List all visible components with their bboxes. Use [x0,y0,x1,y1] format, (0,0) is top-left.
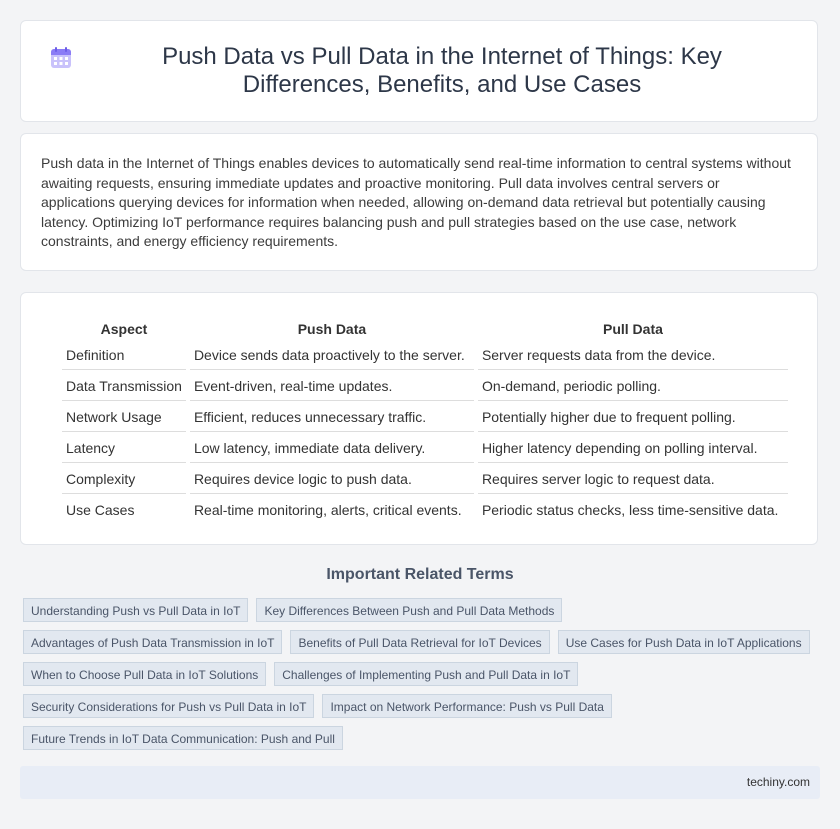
related-term-tag[interactable]: Advantages of Push Data Transmission in IoT [23,630,282,654]
table-cell: Potentially higher due to frequent polling. [478,403,788,432]
table-row [62,434,788,463]
related-term-tag[interactable]: Future Trends in IoT Data Communication: Push and Pull [23,726,343,750]
title-card [20,20,818,122]
footer [20,766,820,799]
related-terms-title: Important Related Terms [326,566,514,583]
intro-paragraph: Push data in the Internet of Things enables devices to automatically send real-time information to central systems without awaiting requests, ensuring immediate updates and proactive monitoring. Pull data involves central servers or applications querying devices for information when needed, allowing on-demand data retrieval but potentially causing latency. Optimizing IoT performance requires balancing push and pull strategies based on the use case, network constraints, and energy efficiency requirements. [41,155,791,249]
table-cell: Latency [62,434,186,463]
table-cell: Definition [62,341,186,370]
table-cell: Efficient, reduces unnecessary traffic. [190,403,474,432]
related-term-tag[interactable]: Use Cases for Push Data in IoT Applications [558,630,810,654]
related-term-tag[interactable]: Key Differences Between Push and Pull Data Methods [256,598,562,622]
calendar-icon [49,46,73,70]
table-cell: Event-driven, real-time updates. [190,372,474,401]
header-pull-data: Pull Data [602,321,663,337]
related-term-tag[interactable]: Impact on Network Performance: Push vs Pull Data [322,694,611,718]
title-wrap [49,43,789,99]
related-term-tag[interactable]: Security Considerations for Push vs Pull Data in IoT [23,694,314,718]
related-term-tag[interactable]: Understanding Push vs Pull Data in IoT [23,598,248,622]
table-row [62,465,788,494]
table-cell: Real-time monitoring, alerts, critical events. [193,502,462,518]
table-row [62,372,788,401]
table-cell: Server requests data from the device. [478,341,788,370]
header-push-data: Push Data [297,321,367,337]
comparison-table [58,315,792,526]
table-cell: Low latency, immediate data delivery. [190,434,474,463]
table-cell: Higher latency depending on polling interval. [478,434,788,463]
table-cell: Use Cases [66,502,135,518]
table-cell: On-demand, periodic polling. [478,372,788,401]
related-terms-list [23,598,823,750]
header-aspect: Aspect [100,321,148,337]
intro-card [20,133,818,271]
table-row [62,403,788,432]
comparison-card [20,292,818,545]
table-row [62,341,788,370]
table-cell: Periodic status checks, less time-sensitive data. [481,502,779,518]
page-title: Push Data vs Pull Data in the Internet of Things: Key Differences, Benefits, and Use Cases [162,43,722,98]
table-cell: Device sends data proactively to the server. [190,341,474,370]
table-cell: Network Usage [62,403,186,432]
table-header-row [62,317,788,339]
table-cell: Data Transmission [62,372,186,401]
related-term-tag[interactable]: When to Choose Pull Data in IoT Solutions [23,662,266,686]
table-cell: Complexity [62,465,186,494]
table-cell: Requires device logic to push data. [190,465,474,494]
table-row [62,496,788,524]
related-term-tag[interactable]: Benefits of Pull Data Retrieval for IoT Devices [290,630,549,654]
footer-brand[interactable]: techiny.com [746,775,810,789]
related-term-tag[interactable]: Challenges of Implementing Push and Pull Data in IoT [274,662,578,686]
table-cell: Requires server logic to request data. [478,465,788,494]
